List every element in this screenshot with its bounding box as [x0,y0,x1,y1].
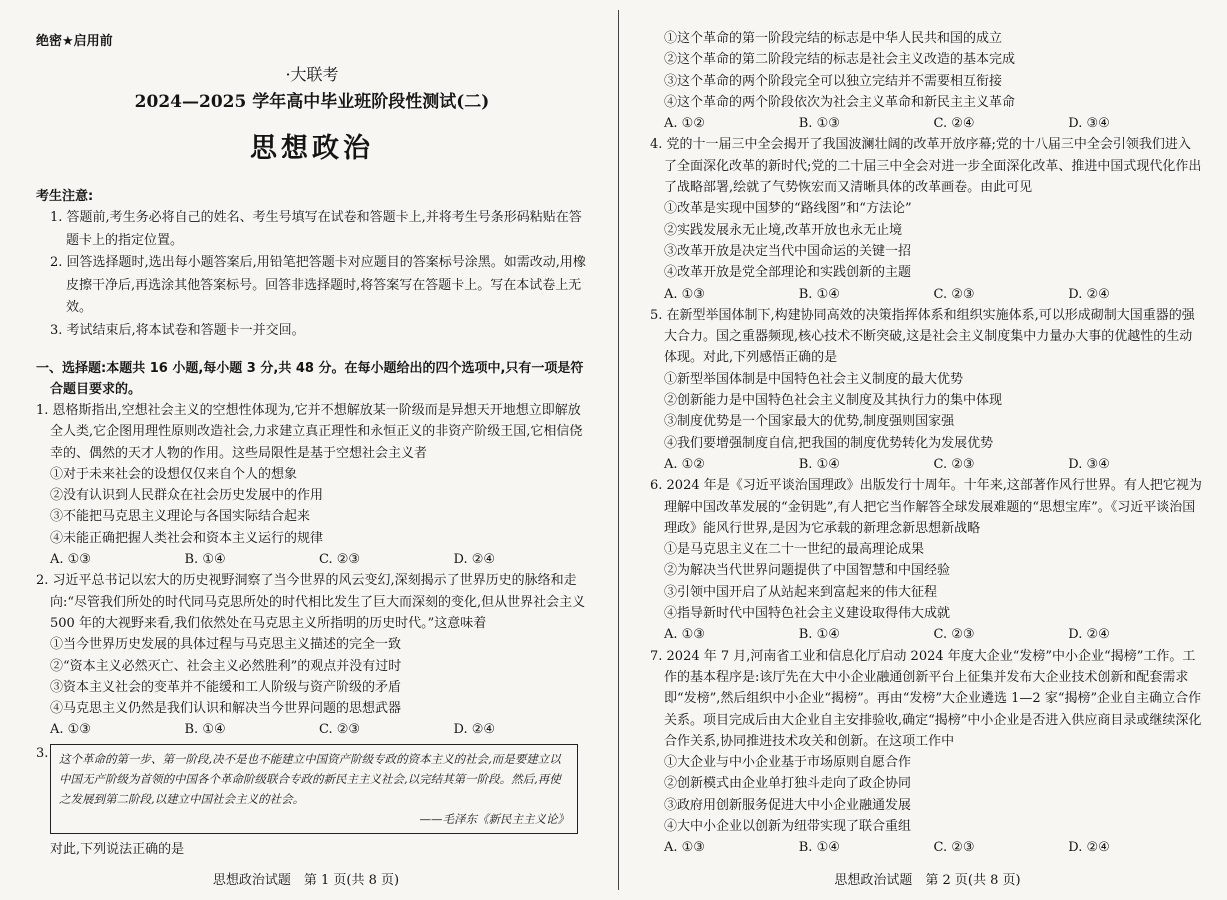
choice-c: C. ②③ [933,627,975,643]
question-stem: 7. 2024 年 7 月,河南省工业和信息化厅启动 2024 年度大企业“发榜”中小企业“揭榜”工作。工作的基本程序是:该厅先在大中小企业融通创新平台上征集并发布大企业技术创新和配套需求即“发榜”,然后组织中小企业“揭榜”。再由“发榜”大企业遴选 1—2 家“揭榜”企业自主确立合作关系。项目完成后由大企业自主安排验收,确定“揭榜”中小企业是否进入供应商目录或继续深化合作关系,协同推进技术攻关和创新。在这项工作中 [650,648,1202,749]
choice-b: B. ①④ [798,456,840,472]
statement: ①新型举国体制是中国特色社会主义制度的最大优势 [664,371,964,387]
choice-b: B. ①③ [798,116,840,132]
statement: ④马克思主义仍然是我们认识和解决当今世界问题的思想武器 [50,701,402,717]
question-1 [36,400,588,570]
choice-d: D. ②④ [1068,286,1110,302]
choice-a: A. ①③ [50,552,91,568]
question-number: 3. [36,745,49,761]
notice-item: 2. 回答选择题时,选出每小题答案后,用铅笔把答题卡对应题目的答案标号涂黑。如需改动,用橡皮擦干净后,再选涂其他答案标号。回答非选择题时,将答案写在答题卡上。写在本试卷上无效。 [50,255,586,315]
statement: ②“资本主义必然灭亡、社会主义必然胜利”的观点并没有过时 [50,658,402,674]
choice-d: D. ②④ [453,552,496,568]
page-footer: 思想政治试题 第 1 页(共 8 页) [212,873,400,888]
page-divider [618,10,619,890]
answer-choices [36,549,588,570]
answer-choices [650,113,1203,134]
choice-b: B. ①④ [798,627,840,643]
choice-a: A. ①③ [664,840,705,856]
answer-choices [36,719,588,740]
question-4 [650,134,1203,304]
choice-a: A. ①③ [664,286,705,302]
statement: ①这个革命的第一阶段完结的标志是中华人民共和国的成立 [664,31,1003,46]
statement: ④指导新时代中国特色社会主义建设取得伟大成就 [664,606,951,622]
question-stem: 1. 恩格斯指出,空想社会主义的空想性体现为,它并不想解放某一阶级而是异想天开地想立即解放全人类,它企图用理性原则改造社会,力求建立真正理性和永恒正义的非资产阶级王国,它相信侥幸的、偶然的天才人物的作用。这些局限性是基于空想社会主义者 [36,403,583,461]
statement: ①对于未来社会的设想仅仅来自个人的想象 [50,466,298,482]
choice-d: D. ③④ [1068,456,1110,472]
statement: ④大中小企业以创新为纽带实现了联合重组 [664,818,912,834]
statement: ③制度优势是一个国家最大的优势,制度强则国家强 [664,414,955,430]
choice-c: C. ②③ [933,840,975,856]
statement: ③资本主义社会的变革并不能缓和工人阶级与资产阶级的矛盾 [50,679,402,695]
choice-c: C. ②③ [319,722,361,738]
statement: ③这个革命的两个阶段完全可以独立完结并不需要相互衔接 [664,73,1003,89]
choice-a: A. ①③ [664,627,705,643]
statement: ④这个革命的两个阶段依次为社会主义革命和新民主主义革命 [664,94,1016,110]
choice-c: C. ②④ [933,116,975,132]
choice-d: D. ②④ [1068,627,1110,643]
answer-choices [650,454,1203,475]
choice-a: A. ①② [664,116,705,132]
choice-a: A. ①③ [50,722,91,738]
quote-box [50,744,578,834]
quote-source: ——毛泽东《新民主主义论》 [419,811,569,826]
statement: ②没有认识到人民群众在社会历史发展中的作用 [50,488,324,504]
answer-choices [650,284,1203,305]
page-footer: 思想政治试题 第 2 页(共 8 页) [834,873,1021,888]
confidential-mark: 绝密★启用前 [36,34,113,49]
question-6 [650,475,1203,645]
notice-title: 考生注意: [36,189,94,204]
question-stem: 5. 在新型举国体制下,构建协同高效的决策指挥体系和组织实施体系,可以形成砌制大国重器的强大合力。国之重器频现,核心技术不断突破,这是社会主义制度集中力量办大事的优越性的生动体现。对此,下列感悟正确的是 [650,307,1195,366]
statement: ①是马克思主义在二十一世纪的最高理论成果 [664,542,925,558]
notice-item: 3. 考试结束后,将本试卷和答题卡一并交回。 [50,322,305,338]
statement: ②创新能力是中国特色社会主义制度及其执行力的集中体现 [664,393,1003,409]
answer-choices [650,624,1203,645]
choice-c: C. ②③ [319,552,361,568]
choice-d: D. ②④ [1068,840,1110,856]
statement: ④我们要增强制度自信,把我国的制度优势转化为发展优势 [664,435,994,451]
statement: ④未能正确把握人类社会和资本主义运行的规律 [50,530,324,546]
exam-title: 2024—2025 学年高中毕业班阶段性测试(二) [134,92,490,112]
quote-text: 这个革命的第一步、第一阶段,决不是也不能建立中国资产阶级专政的资本主义的社会,而是要建立以中国无产阶级为首领的中国各个革命阶级联合专政的新民主主义社会,以完结其第一阶段。然后,再使之发展到第二阶段,以建立中国社会主义的社会。 [59,751,561,806]
statement: ①大企业与中小企业基于市场原则自愿合作 [664,755,912,771]
question-stem: 2. 习近平总书记以宏大的历史视野洞察了当今世界的风云变幻,深刻揭示了世界历史的脉络和走向:“尽管我们所处的时代同马克思所处的时代相比发生了巨大而深刻的变化,但从世界社会主义 500 年的大视野来看,我们依然处在马克思主义所指明的历史时代。”这意味着 [36,573,586,631]
question-stem: 4. 党的十一届三中全会揭开了我国波澜壮阔的改革开放序幕;党的十八届三中全会引领我们进入了全面深化改革的新时代;党的二十届三中全会对进一步全面深化改革、推进中国式现代化作出了战略部署,绘就了气势恢宏而又清晰具体的改革画卷。由此可见 [650,137,1202,196]
statement: ②创新模式由企业单打独斗走向了政企协同 [664,776,912,792]
question-2 [36,570,588,740]
notice-list [36,207,588,342]
question-stem: 对此,下列说法正确的是 [50,841,185,857]
section-heading: 一、选择题:本题共 16 小题,每小题 3 分,共 48 分。在每小题给出的四个选项中,只有一项是符合题目要求的。 [36,361,584,397]
question-5 [650,305,1203,475]
statement: ③政府用创新服务促进大中小企业融通发展 [664,797,912,813]
choice-c: C. ②③ [933,456,975,472]
page-right [628,0,1227,900]
choice-b: B. ①④ [798,840,840,856]
question-stem: 6. 2024 年是《习近平谈治国理政》出版发行十周年。十年来,这部著作风行世界。有人把它视为理解中国改革发展的“金钥匙”,有人把它当作解答全球发展难题的“思想宝库”。《习近平谈治国理政》能风行世界,是因为它承载的新理念新思想新战略 [650,478,1202,536]
statement: ③改革开放是决定当代中国命运的关键一招 [664,243,912,259]
question-3 [36,744,588,834]
page-left [0,0,612,900]
notice-item: 1. 答题前,考生务必将自己的姓名、考生号填写在试卷和答题卡上,并将考生号条形码粘贴在答题卡上的指定位置。 [50,210,582,248]
choice-a: A. ①② [664,456,705,472]
answer-choices [650,837,1203,858]
question-7 [650,646,1203,859]
statement: ④改革开放是党全部理论和实践创新的主题 [664,265,912,281]
choice-d: D. ②④ [453,722,496,738]
statement: ③不能把马克思主义理论与各国实际结合起来 [50,509,311,525]
statement: ①当今世界历史发展的具体过程与马克思主义描述的完全一致 [50,637,402,653]
choice-d: D. ③④ [1068,116,1110,132]
statement: ③引领中国开启了从站起来到富起来的伟大征程 [664,584,938,600]
choice-b: B. ①④ [184,722,226,738]
exam-name: ·大联考 [285,65,339,84]
choice-b: B. ①④ [184,552,226,568]
statement: ②这个革命的第二阶段完结的标志是社会主义改造的基本完成 [664,52,1016,68]
question-3-options [650,28,1203,134]
statement: ②为解决当代世界问题提供了中国智慧和中国经验 [664,563,951,579]
statement: ②实践发展永无止境,改革开放也永无止境 [664,222,903,238]
statement: ①改革是实现中国梦的“路线图”和“方法论” [664,201,912,217]
choice-c: C. ②③ [933,286,975,302]
choice-b: B. ①④ [798,286,840,302]
subject-title: 思想政治 [250,133,374,164]
